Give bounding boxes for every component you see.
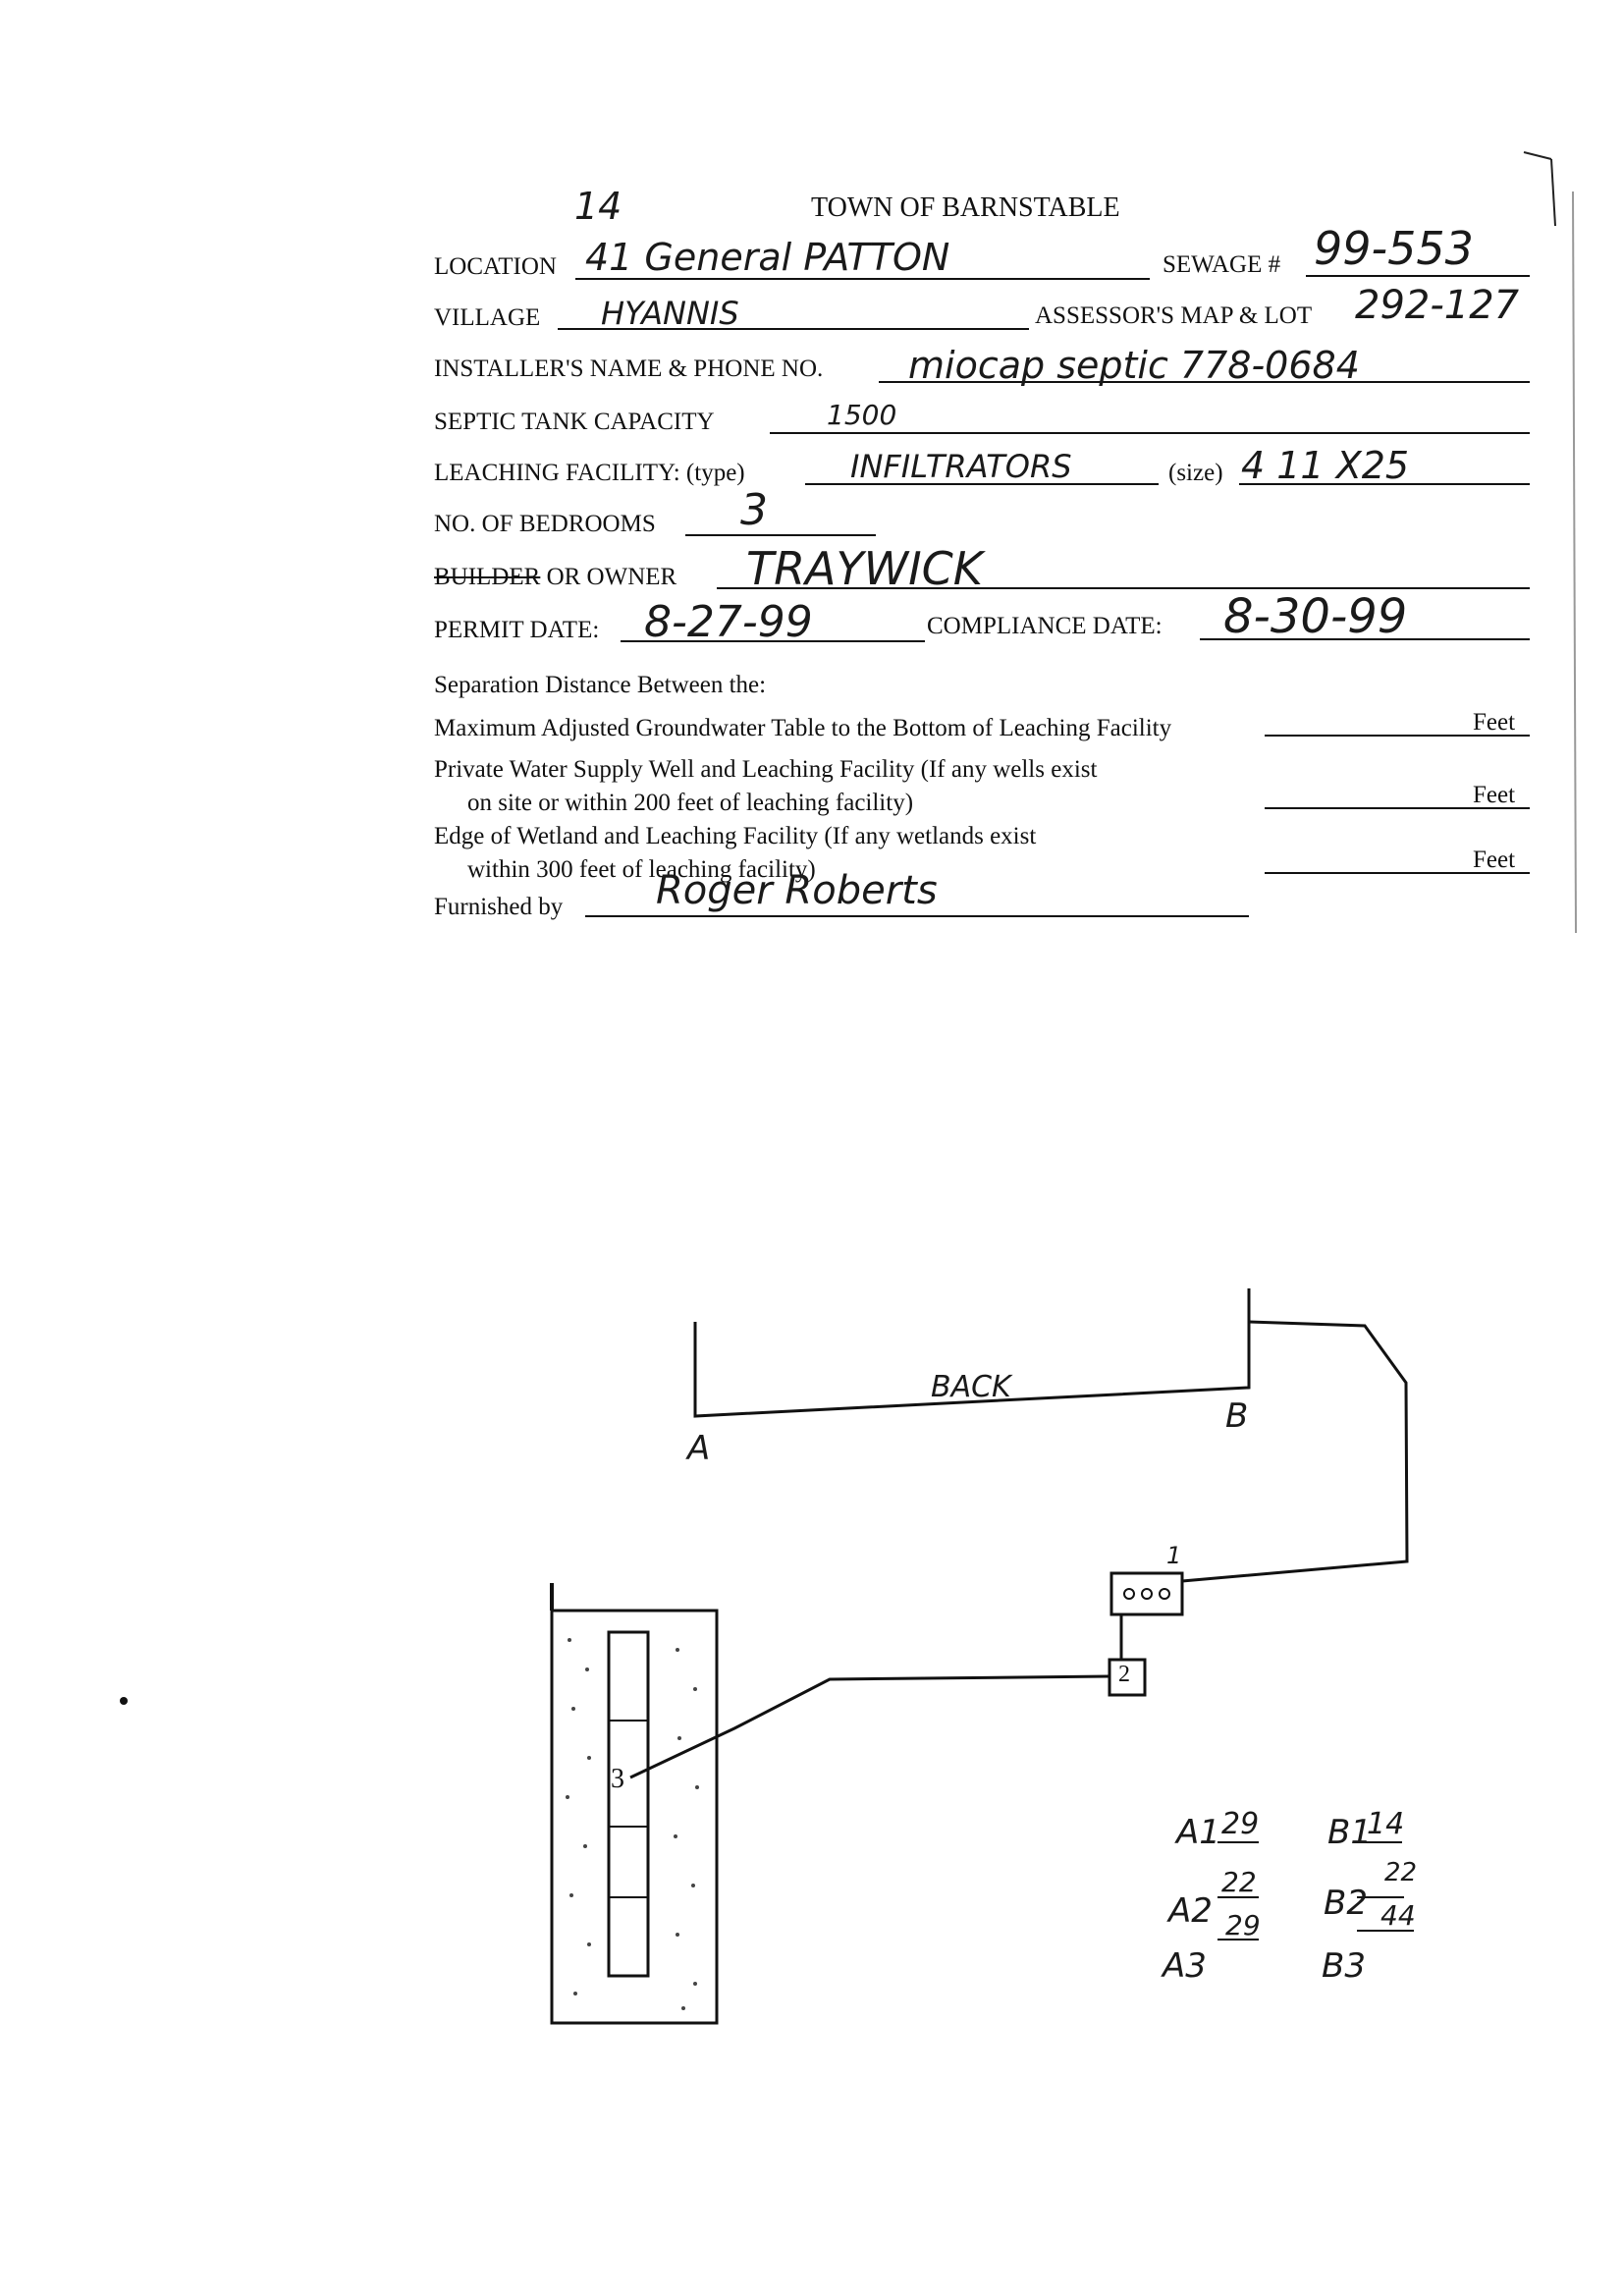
owner-value: TRAYWICK xyxy=(746,542,983,595)
measure-b1-label: B1 xyxy=(1327,1813,1372,1852)
sep1-text: Maximum Adjusted Groundwater Table to the Bottom of Leaching Facility xyxy=(434,715,1172,741)
compliance-label: COMPLIANCE DATE: xyxy=(927,613,1163,639)
leaching-label: LEACHING FACILITY: (type) xyxy=(434,460,745,486)
sep2-text-1: Private Water Supply Well and Leaching Facility (If any wells exist xyxy=(434,756,1098,783)
measure-b3-label: B3 xyxy=(1322,1946,1366,1986)
location-value: 41 General PATTON xyxy=(585,236,950,279)
measure-b3-value: 44 xyxy=(1380,1899,1416,1932)
permit-label: PERMIT DATE: xyxy=(434,617,600,643)
location-label: LOCATION xyxy=(434,253,557,280)
village-value: HYANNIS xyxy=(601,295,739,332)
assessor-value: 292-127 xyxy=(1355,283,1520,328)
sep3-text-2: within 300 feet of leaching facility) xyxy=(467,856,816,883)
house-outline xyxy=(695,1288,1407,1581)
location-note: 14 xyxy=(574,185,622,228)
house-label: BACK xyxy=(931,1370,1011,1404)
leaching-type: INFILTRATORS xyxy=(850,448,1072,485)
label-3: 3 xyxy=(611,1764,624,1794)
leach-field xyxy=(552,1611,717,2023)
measure-a2-value: 22 xyxy=(1221,1866,1257,1898)
measure-b2-value: 22 xyxy=(1384,1858,1418,1887)
separation-heading: Separation Distance Between the: xyxy=(434,672,767,698)
sep3-feet: Feet xyxy=(1473,847,1516,873)
corner-b-label: B xyxy=(1225,1396,1249,1436)
label-2: 2 xyxy=(1118,1662,1130,1687)
measure-a2-label: A2 xyxy=(1168,1891,1213,1931)
form-title: TOWN OF BARNSTABLE xyxy=(811,192,1120,223)
label-1: 1 xyxy=(1166,1542,1182,1569)
measure-a3-label: A3 xyxy=(1163,1946,1207,1986)
installer-label: INSTALLER'S NAME & PHONE NO. xyxy=(434,355,824,382)
permit-value: 8-27-99 xyxy=(644,597,813,647)
owner-label-text: OR OWNER xyxy=(540,564,677,590)
measure-b1-value: 14 xyxy=(1367,1807,1405,1841)
assessor-label: ASSESSOR'S MAP & LOT xyxy=(1035,302,1313,329)
sep1-feet: Feet xyxy=(1473,709,1516,736)
builder-struck: BUILDER xyxy=(434,564,541,590)
measure-a1-value: 29 xyxy=(1221,1807,1260,1841)
pipe xyxy=(630,1676,1109,1777)
bedrooms-value: 3 xyxy=(740,485,768,535)
installer-value: miocap septic 778-0684 xyxy=(908,344,1360,387)
tank-label: SEPTIC TANK CAPACITY xyxy=(434,409,715,435)
furnished-label: Furnished by xyxy=(434,894,564,920)
village-label: VILLAGE xyxy=(434,304,541,331)
size-value: 4 11 X25 xyxy=(1241,444,1410,487)
measure-b2-label: B2 xyxy=(1324,1884,1368,1923)
corner-a-label: A xyxy=(687,1429,711,1468)
tank-value: 1500 xyxy=(827,399,897,431)
measure-a3-value: 29 xyxy=(1225,1909,1261,1941)
furnished-signature: Roger Roberts xyxy=(656,868,938,913)
measure-a1-label: A1 xyxy=(1176,1813,1220,1852)
sep2-feet: Feet xyxy=(1473,782,1516,808)
compliance-value: 8-30-99 xyxy=(1223,589,1408,644)
sewage-label: SEWAGE # xyxy=(1163,251,1281,278)
bedrooms-label: NO. OF BEDROOMS xyxy=(434,511,656,537)
size-label: (size) xyxy=(1168,460,1223,486)
sewage-value: 99-553 xyxy=(1314,222,1474,275)
tank-box-1 xyxy=(1111,1573,1182,1614)
sep3-text-1: Edge of Wetland and Leaching Facility (If any wetlands exist xyxy=(434,823,1037,849)
sep2-text-2: on site or within 200 feet of leaching facility) xyxy=(467,790,914,816)
